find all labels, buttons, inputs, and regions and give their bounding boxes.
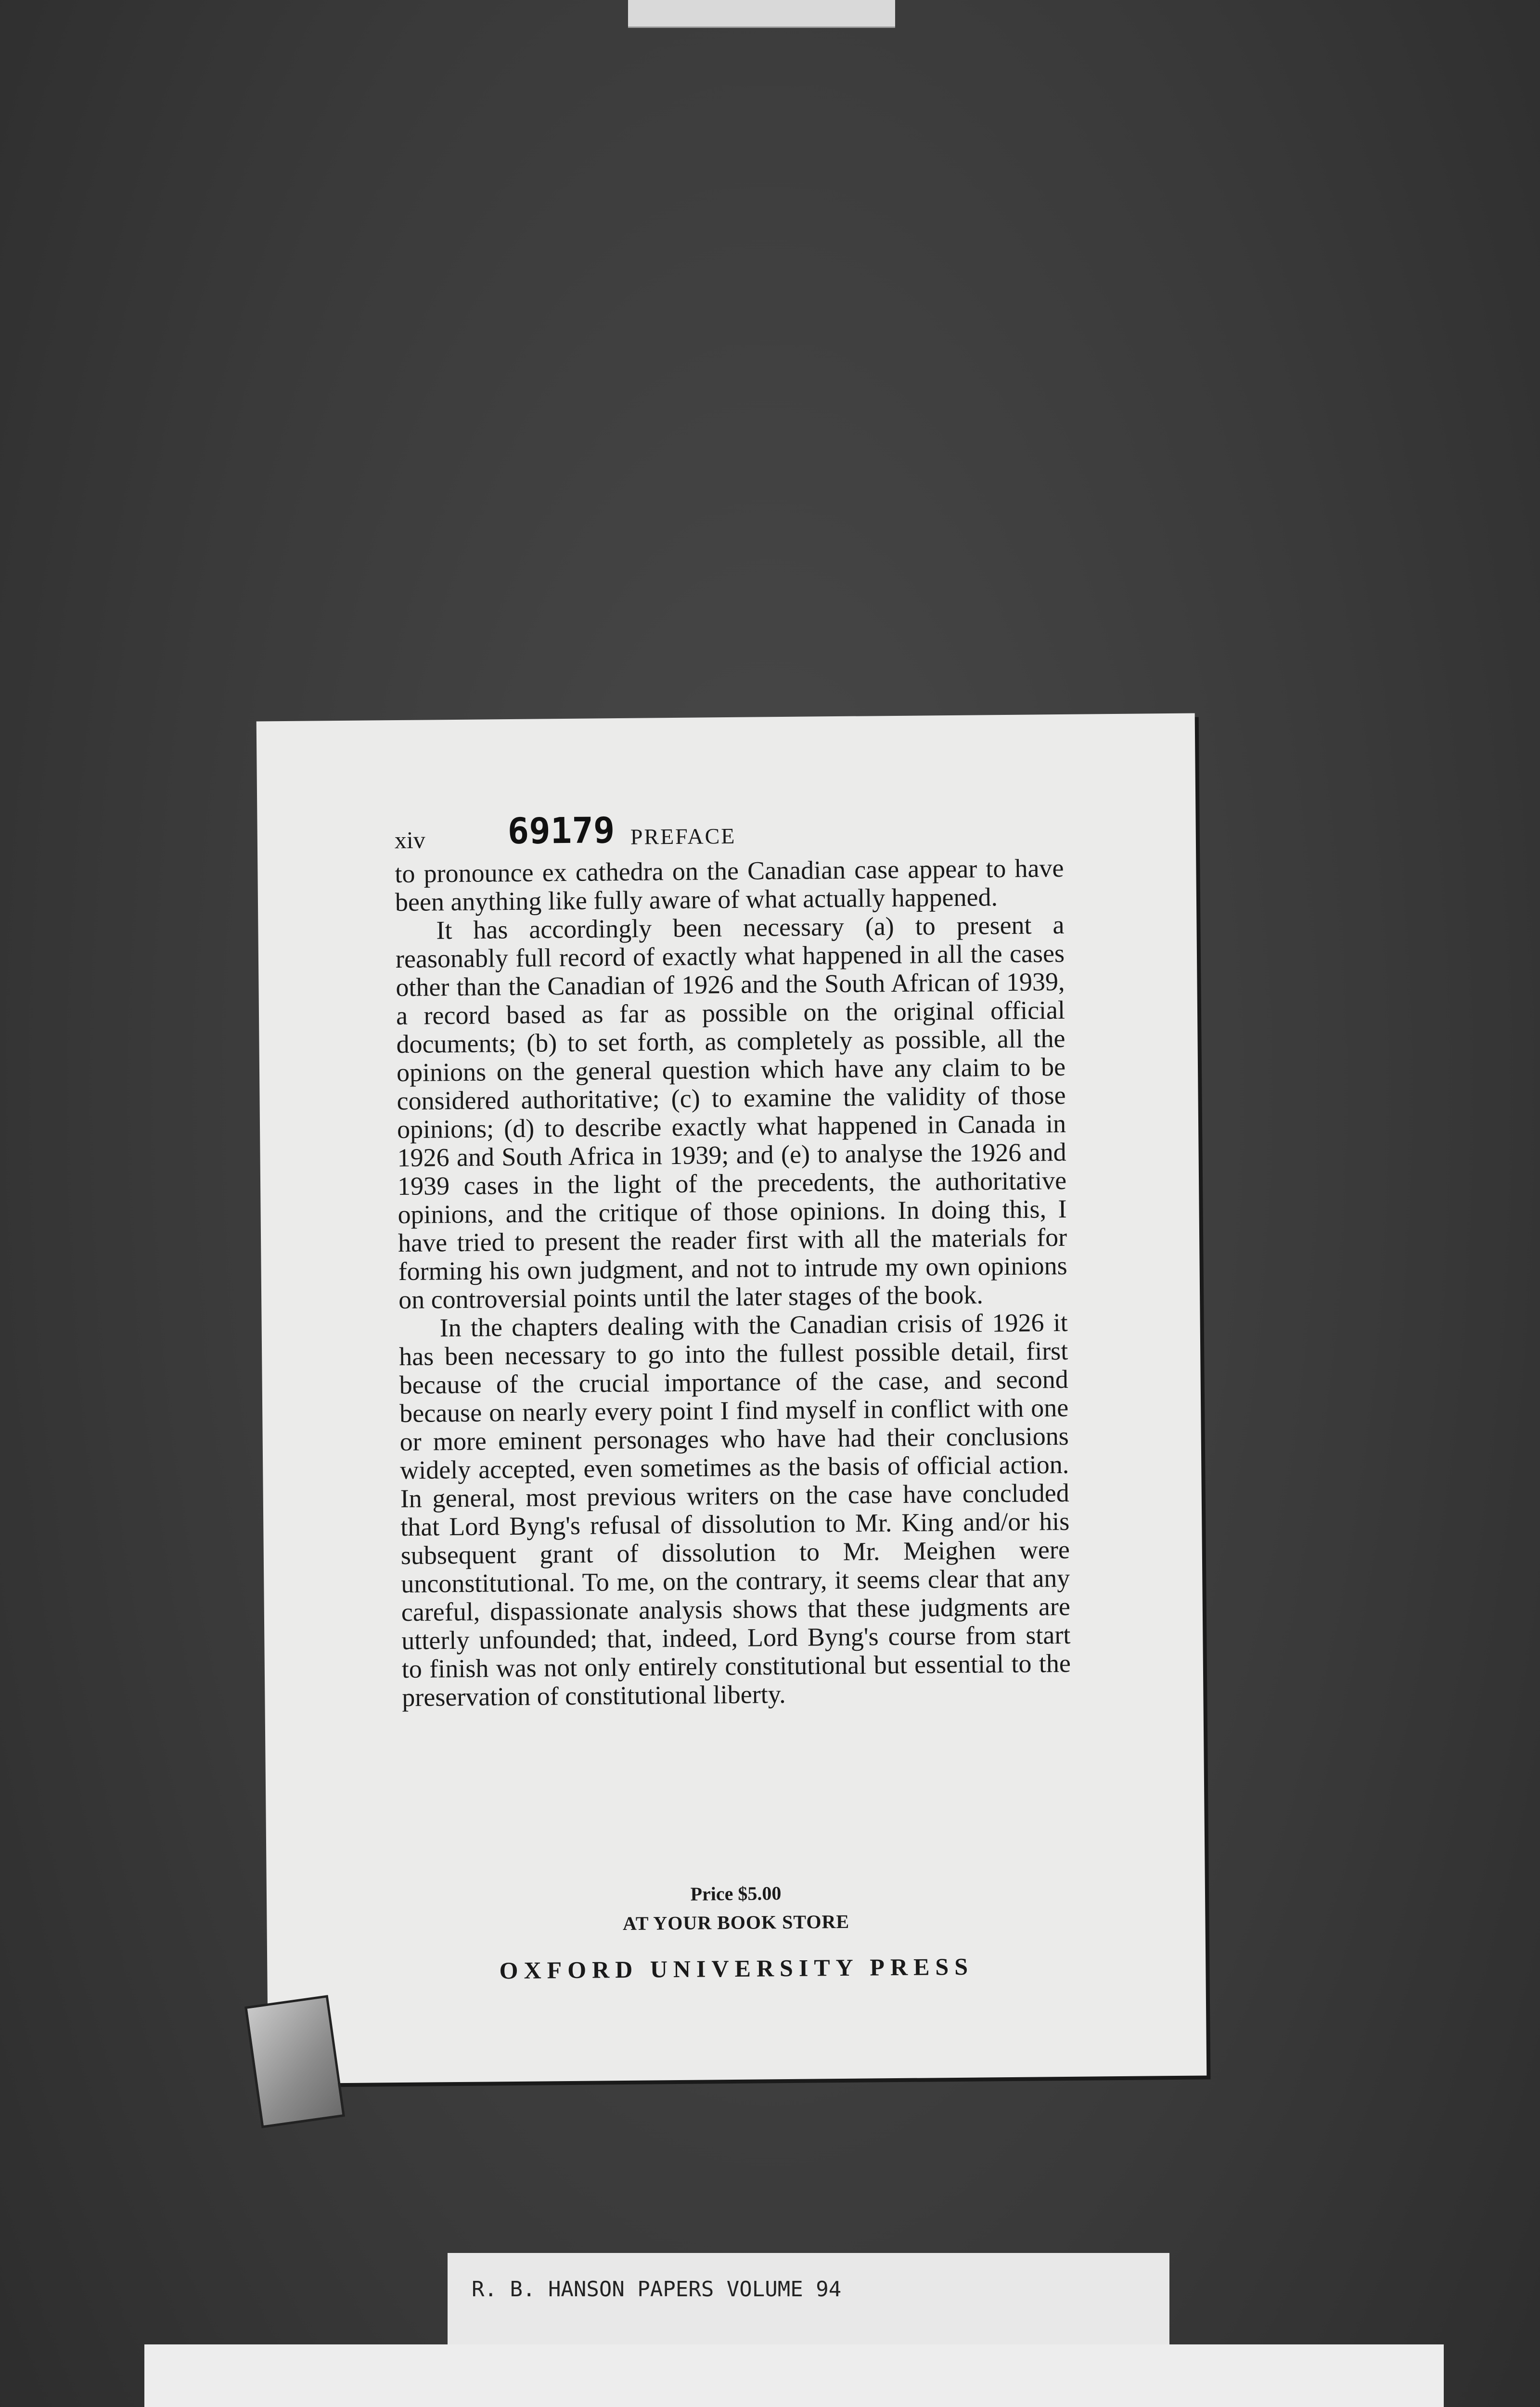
folio: xiv <box>394 826 425 854</box>
price: Price $5.00 <box>690 1882 782 1905</box>
preface-body <box>395 854 1071 1712</box>
running-head: PREFACE <box>630 823 736 849</box>
preface-page <box>257 713 1207 2084</box>
metal-clip <box>244 1995 345 2128</box>
publisher: OXFORD UNIVERSITY PRESS <box>499 1953 974 1984</box>
archives-card <box>144 2344 1444 2407</box>
paragraph-1: to pronounce ex cathedra on the Canadian case appear to have been anything like fully aware of what actually happened. <box>395 853 1064 917</box>
paragraph-3: In the chapters dealing with the Canadian crisis of 1926 it has been necessary to go into the fullest possible detail, first because of the crucial importance of the case, and second because on nearly every point I find myself in conflict with one or more eminent personages who have had their conclusions widely accepted, even sometimes as the basis of official action. In general, most previous writers on the case have concluded that Lord Byng's refusal of dissolution to Mr. King and/or his subsequent grant of dissolution to Mr. Meighen were unconstitutional. To me, on the contrary, it seems clear that any careful, dispassionate analysis shows that these judgments are utterly unfounded; that, indeed, Lord Byng's course from start to finish was not only entirely constitutional but essential to the preservation of constitutional liberty. <box>398 1307 1071 1712</box>
stamp-number: 69179 <box>507 810 615 853</box>
top-paper-tab <box>628 0 895 28</box>
store-line: AT YOUR BOOK STORE <box>622 1910 850 1935</box>
volume-label-text: R. B. HANSON PAPERS VOLUME 94 <box>472 2277 842 2302</box>
volume-label <box>448 2253 1169 2344</box>
paragraph-2: It has accordingly been necessary (a) to present a reasonably full record of exactly what happened in all the cases other than the Canadian of 1926 and the South African of 1939, a record based as far as possible on the original official documents; (b) to set forth, as completely as possible, all the opinions on the general question which have any claim to be considered authoritative; (c) to examine the validity of those opinions; (d) to describe exactly what happened in Canada in 1926 and South Africa in 1939; and (e) to analyse the 1926 and 1939 cases in the light of the precedents, the authoritative opinions, and the critique of those opinions. In doing this, I have tried to present the reader first with all the materials for forming his own judgment, and not to intrude my own opinions on controversial points until the later stages of the book. <box>395 910 1067 1315</box>
page-header <box>394 806 1068 855</box>
